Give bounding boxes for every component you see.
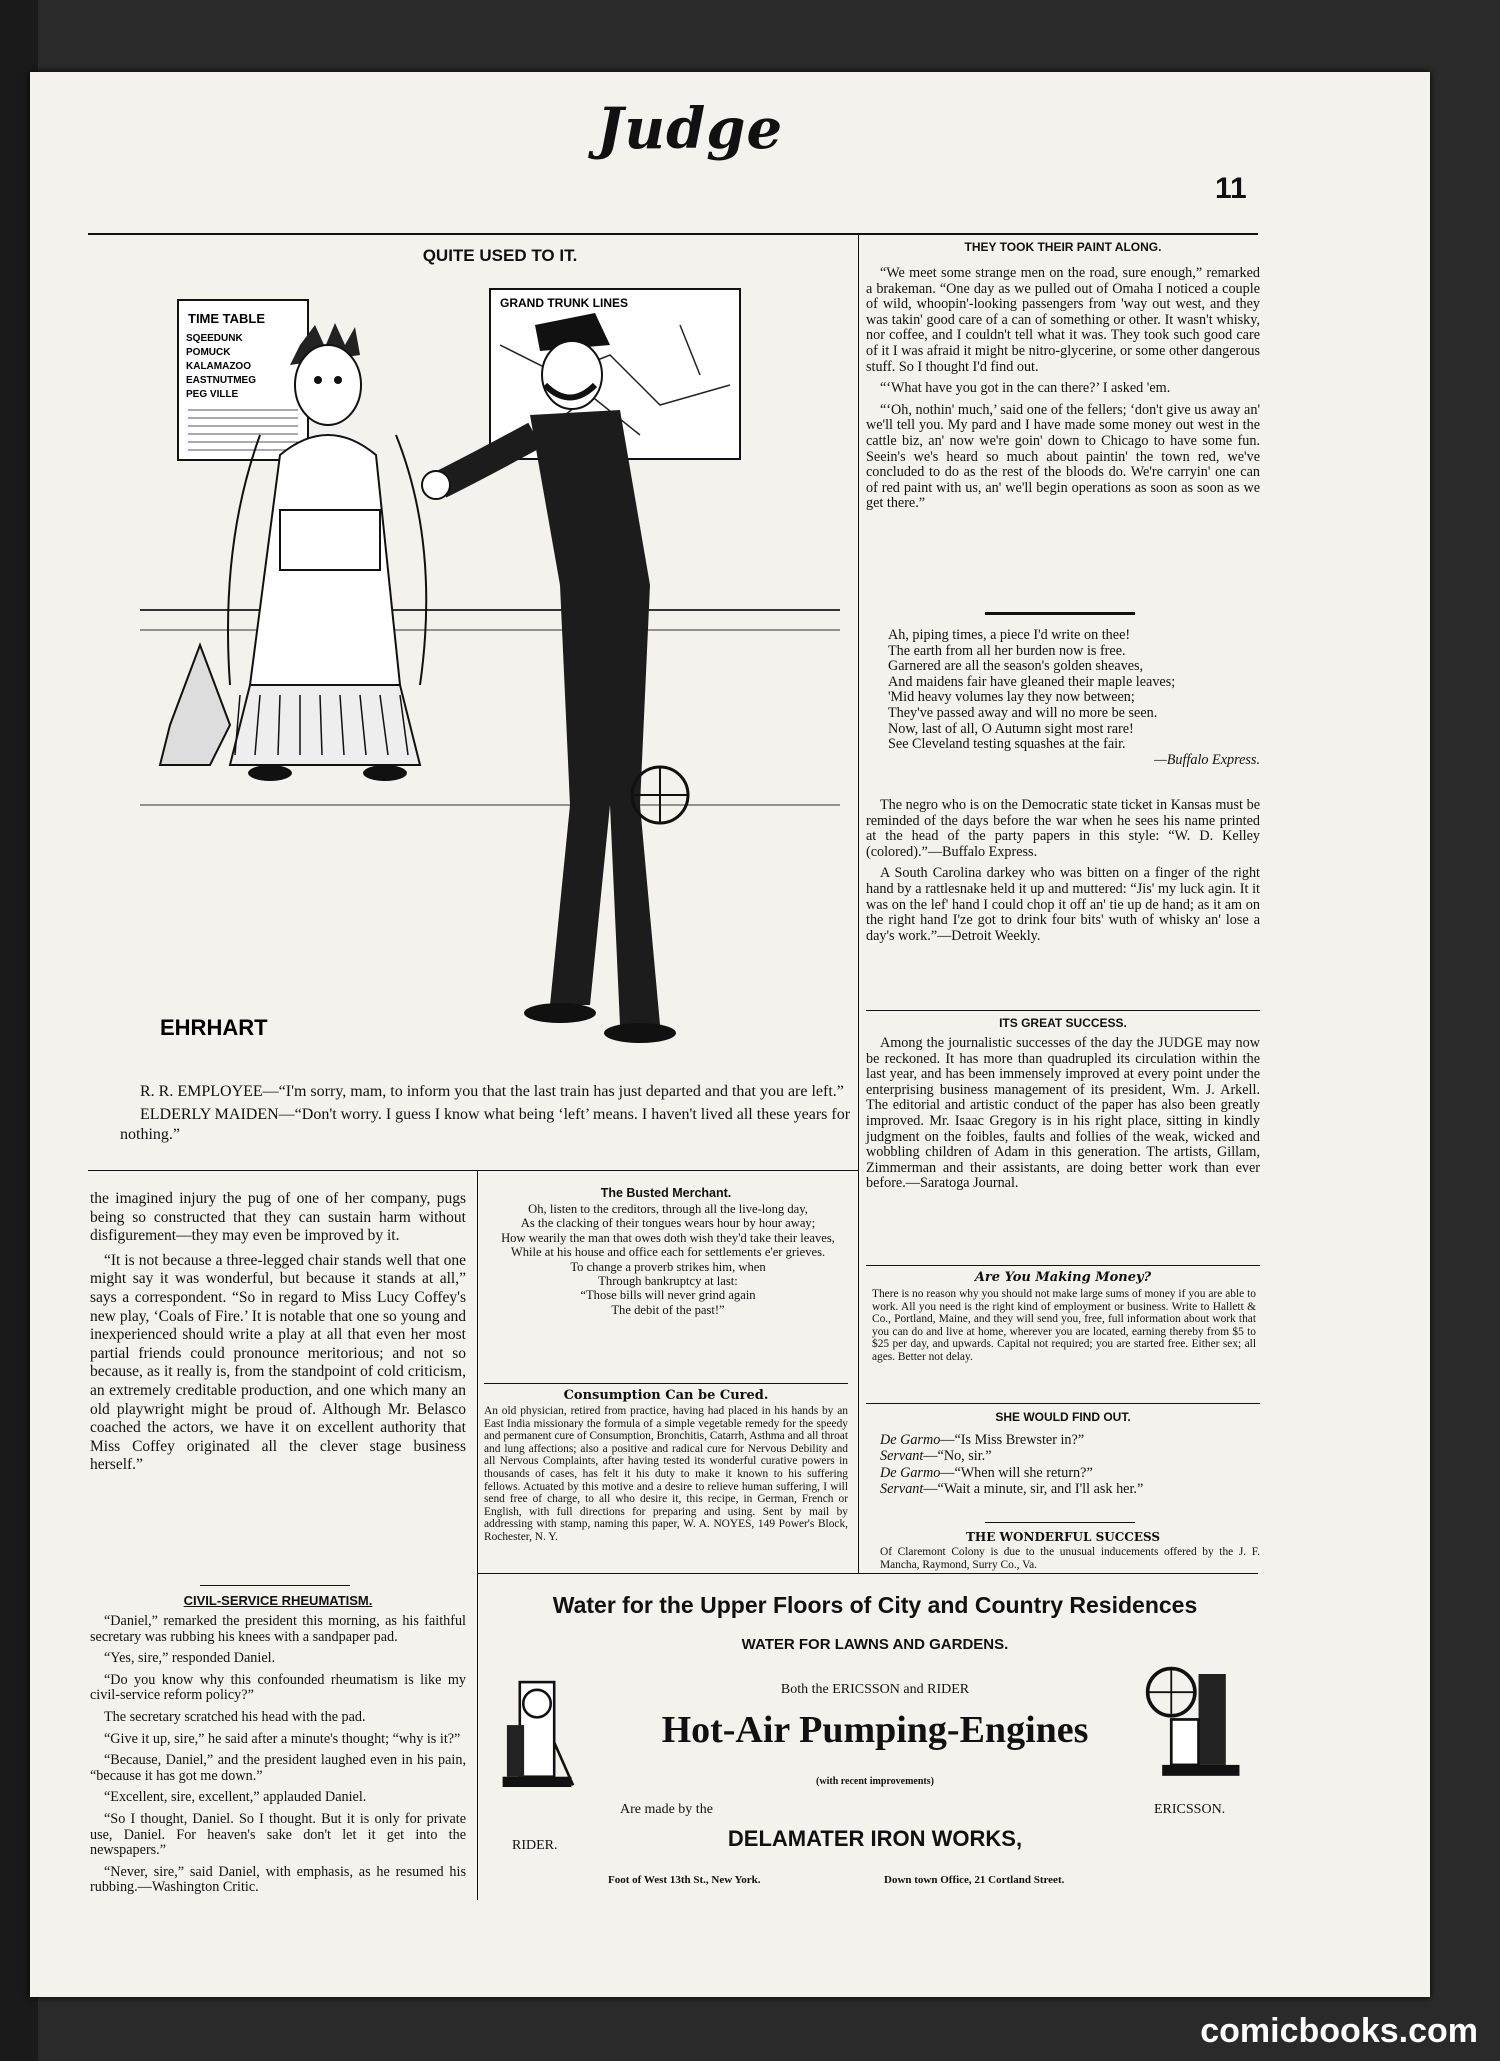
find-out-dialogue <box>880 1432 1260 1498</box>
poem-line: And maidens fair have gleaned their maple leaves; <box>888 673 1176 690</box>
caption-maiden <box>120 1105 860 1145</box>
wonderful-success-title: THE WONDERFUL SUCCESS <box>965 1530 1161 1544</box>
ad-address-right: Down town Office, 21 Cortland Street. <box>884 1874 1065 1886</box>
story-line: “Daniel,” remarked the president this morning, as his faithful secretary was rubbing his knees with a sandpaper pad. <box>90 1613 466 1645</box>
story-line: “Never, sire,” said Daniel, with emphasis, as he resumed his rubbing.—Washington Critic. <box>90 1863 466 1896</box>
column-divider-left <box>477 1170 478 1900</box>
money-title: Are You Making Money? <box>974 1270 1152 1285</box>
story-line: “‘Oh, nothin' much,’ said one of the fellers; ‘don't give us away an' we'll tell you. My pard and I have made some money out west in the cattle biz, an' now we're goin' down to Chicago to have some fun. Seein's we's heard so much about paintin' the town red, we've concluded to do as the rest of the bloods do. We're carryin' one can of red paint with us, an' we'll begin operations as soon as soon as we get there.” <box>866 401 1260 512</box>
ad-label-rider: RIDER. <box>512 1838 558 1853</box>
dialogue-text: —“Wait a minute, sir, and I'll ask her.” <box>923 1481 1144 1498</box>
right-section-rule <box>866 1403 1260 1404</box>
right-column-items <box>866 798 1260 950</box>
paint-title: THEY TOOK THEIR PAINT ALONG. <box>964 240 1162 254</box>
story-line: The secretary scratched his head with the pad. <box>104 1708 366 1725</box>
wonderful-success-text: Of Claremont Colony is due to the unusual inducements offered by the J. F. Mancha, Raymond, Surry Co., Va. <box>880 1546 1260 1571</box>
dialogue-line <box>880 1448 1260 1464</box>
poem-line: While at his house and office each for settlements e'er grieves. <box>510 1245 826 1260</box>
top-rule <box>88 233 1258 235</box>
news-item: The negro who is on the Democratic state ticket in Kansas must be reminded of the days before the war when he sees his name printed at the head of the party papers in this style: “W. D. Kelley (colored).”—Buffalo Express. <box>866 797 1260 860</box>
ad-headline: Water for the Upper Floors of City and Country Residences <box>552 1592 1198 1618</box>
poem-line: “Those bills will never grind again <box>580 1288 756 1303</box>
ericsson-engine-illustration <box>1144 1654 1244 1794</box>
ad-product: Hot-Air Pumping-Engines <box>661 1709 1089 1751</box>
consumption-ad-text: An old physician, retired from practice, having had placed in his hands by an East India missionary the formula of a simple vegetable remedy for the speedy and permanent cure of Consumption, Bronchitis, Catarrh, Asthma and all throat and lung affections; also a positive and radical cure for Nervous Debility and all Nervous Complaints, after having tested its wonderful curative powers in thousands of cases, has felt it his duty to make it known to his suffering fellows. Actuated by this motive and a desire to relieve human suffering, I will send free of charge, to all who desire it, this recipe, in German, French or English, with full directions for preparing and using. Sent by mail by addressing with stamp, naming this paper, W. A. NOYES, 149 Power's Block, Rochester, N. Y. <box>484 1405 848 1543</box>
caption-speaker: ELDERLY MAIDEN <box>140 1106 279 1123</box>
page-number: 11 <box>1215 172 1247 205</box>
poem-credit: —Buffalo Express. <box>1154 751 1260 768</box>
dialogue-text: —“When will she return?” <box>940 1464 1093 1481</box>
dialogue-line <box>880 1481 1260 1497</box>
ad-improvements: (with recent improvements) <box>816 1776 934 1787</box>
find-out-title: SHE WOULD FIND OUT. <box>995 1410 1131 1424</box>
column-divider-right <box>858 233 859 1573</box>
story-line: “Give it up, sire,” he said after a minute's thought; “why is it?” <box>104 1730 461 1747</box>
dialogue-speaker: Servant <box>880 1481 924 1498</box>
poem-line: They've passed away and will no more be seen. <box>888 704 1158 721</box>
caption-line: —“Don't worry. I guess I know what being ‘left’ means. I haven't lived all these years for nothing.” <box>120 1106 851 1143</box>
poem-line: Through bankruptcy at last: <box>598 1274 738 1289</box>
pumping-engines-ad <box>480 1590 1270 1910</box>
poem-line: How wearily the man that owes doth wish they'd take their leaves, <box>501 1230 835 1245</box>
success-title: ITS GREAT SUCCESS. <box>999 1016 1127 1030</box>
ad-address-left: Foot of West 13th St., New York. <box>608 1874 761 1886</box>
poem-line: See Cleveland testing squashes at the fair. <box>888 736 1126 753</box>
news-item: A South Carolina darkey who was bitten on a finger of the right hand by a rattlesnake held it up and muttered: “Jis' my luck agin. It it was on the lef' hand I could chop it off an' tie up de hand; as it am on the right hand I'ze got to drink four bits' wuth of whisky an' lose a day's work.”—Detroit Weekly. <box>866 865 1260 944</box>
timetable-row: POMUCK <box>186 347 231 358</box>
poem-line: As the clacking of their tongues wears hour by hour away; <box>520 1216 816 1231</box>
paint-story <box>866 266 1260 518</box>
civil-service-story <box>90 1614 466 1902</box>
news-item: Among the journalistic successes of the day the JUDGE may now be reckoned. It has more than quadrupled its circulation within the last year, and has been immensely improved at every point under the enterprising business management of its president, Wm. J. Arkell. The editorial and artistic conduct of the paper has also been greatly improved. Mr. Isaac Gregory is in his right place, sitting in kindly judgment on the foibles, faults and follies of the weak, wicked and wobbling children of Adam in this generation. The artists, Gillam, Zimmerman and their assistants, are doing better work than ever before.—Saratoga Journal. <box>866 1035 1260 1192</box>
dialogue-speaker: Servant <box>880 1448 924 1465</box>
busted-merchant-poem <box>490 1202 846 1317</box>
dialogue-text: —“Is Miss Brewster in?” <box>940 1432 1085 1448</box>
poem-line: Now, last of all, O Autumn sight most rare! <box>888 720 1134 737</box>
story-line: “‘What have you got in the can there?’ I asked 'em. <box>880 380 1171 397</box>
right-section-rule <box>866 1265 1260 1266</box>
timetable-row: EASTNUTMEG <box>186 375 256 386</box>
consumption-title: Consumption Can be Cured. <box>563 1388 769 1403</box>
middle-section-rule <box>484 1383 848 1384</box>
poem-line: To change a proverb strikes him, when <box>570 1259 766 1274</box>
busted-merchant-title: The Busted Merchant. <box>600 1186 732 1200</box>
civil-service-title: CIVIL-SERVICE RHEUMATISM. <box>183 1593 373 1608</box>
ad-subhead: WATER FOR LAWNS AND GARDENS. <box>741 1636 1009 1653</box>
ad-top-rule <box>478 1573 1258 1574</box>
dialogue-text: —“No, sir.” <box>923 1448 992 1465</box>
poem-line: The debit of the past!” <box>611 1302 725 1317</box>
cartoon-caption <box>120 1082 860 1148</box>
dialogue-speaker: De Garmo <box>880 1432 941 1448</box>
story-line: “So I thought, Daniel. So I thought. But it is only for private use, Daniel. For heaven's sake don't let it get into the newspapers.” <box>90 1810 466 1859</box>
cartoon-bottom-rule <box>88 1170 858 1171</box>
dialogue-line <box>880 1432 1260 1448</box>
autumn-poem <box>888 628 1260 768</box>
story-line: “Excellent, sire, excellent,” applauded Daniel. <box>104 1789 367 1806</box>
ad-both: Both the ERICSSON and RIDER <box>780 1682 970 1697</box>
rider-engine-illustration <box>494 1668 580 1808</box>
caption-employee <box>120 1082 860 1102</box>
article-paragraph: the imagined injury the pug of one of her company, pugs being so constructed that they can sustain harm without disfigurement—they may even be improved by it. <box>90 1190 466 1245</box>
story-line: “Because, Daniel,” and the president laughed even in his pain, “because it has got me down.” <box>90 1752 466 1784</box>
right-section-rule <box>985 1522 1135 1523</box>
left-column <box>90 1190 466 1481</box>
story-line: “We meet some strange men on the road, sure enough,” remarked a brakeman. “One day as we pulled out of Omaha I noticed a couple of wild, whoopin'-looking passengers from 'way out west, and they was takin' good care of a can of something or other. It wasn't whisky, nor coffee, and I couldn't tell what it was. They took such good care of it I was afraid it might be nitro-glycerine, or some other dangerous stuff. So I thought I'd find out. <box>866 265 1260 375</box>
success-text <box>866 1036 1260 1198</box>
right-section-rule <box>866 1010 1260 1011</box>
ad-label-ericsson: ERICSSON. <box>1154 1802 1226 1817</box>
right-section-rule <box>985 612 1135 615</box>
poem-line: 'Mid heavy volumes lay they now between; <box>888 689 1135 706</box>
ad-made-by: Are made by the <box>620 1802 713 1817</box>
masthead: Judge <box>596 96 784 162</box>
timetable-row: PEG VILLE <box>186 389 239 400</box>
poem-line: Garnered are all the season's golden sheaves, <box>888 658 1144 675</box>
dialogue-speaker: De Garmo <box>880 1464 941 1481</box>
source-watermark: comicbooks.com <box>1200 2012 1478 2050</box>
article-paragraph: “It is not because a three-legged chair stands well that one might say it was wonderful, but because it stands at all,” says a correspondent. “So in regard to Miss Lucy Coffey's new play, ‘Coals of Fire.’ It is notable that one so young and inexperienced should write a play at all that even her most partial friends could pronounce meritorious; and not so because, as it really is, from the standpoint of cold criticism, an extremely creditable production, and one which many an old playwright might be proud of. Although Mr. Belasco coached the actors, we have it on excellent authority that Miss Coffey originated all the clever stage business herself.” <box>90 1251 466 1474</box>
poem-line: The earth from all her burden now is free. <box>888 642 1126 659</box>
left-section-rule <box>200 1585 350 1586</box>
story-line: “Do you know why this confounded rheumatism is like my civil-service reform policy?” <box>90 1671 466 1704</box>
story-line: “Yes, sire,” responded Daniel. <box>104 1650 276 1667</box>
money-ad-text: There is no reason why you should not make large sums of money if you are able to work. All you need is the right kind of employment or business. Write to Hallett & Co., Portland, Maine, and they will send you, free, full information about work that you can do and live at home, wherever you are located, earning thereby from $5 to $25 per day, and upwards. Capital not required; you are started free. Either sex; all ages. Better not delay. <box>872 1288 1256 1363</box>
poem-line: Ah, piping times, a piece I'd write on thee! <box>888 627 1131 643</box>
timetable-row: SQEEDUNK <box>186 333 243 344</box>
caption-speaker: R. R. EMPLOYEE <box>140 1083 263 1100</box>
cartoon-title: QUITE USED TO IT. <box>422 246 578 265</box>
poem-line: Oh, listen to the creditors, through all the live-long day, <box>528 1202 808 1216</box>
dialogue-line <box>880 1465 1260 1481</box>
cartoon-illustration <box>140 285 840 1055</box>
caption-line: —“I'm sorry, mam, to inform you that the last train has just departed and that you are left.” <box>262 1083 844 1100</box>
timetable-row: KALAMAZOO <box>186 361 251 372</box>
artist-signature: EHRHART <box>160 1015 268 1040</box>
ad-company: DELAMATER IRON WORKS, <box>727 1826 1023 1851</box>
timetable-title: TIME TABLE <box>188 311 266 326</box>
map-title: GRAND TRUNK LINES <box>500 296 628 310</box>
